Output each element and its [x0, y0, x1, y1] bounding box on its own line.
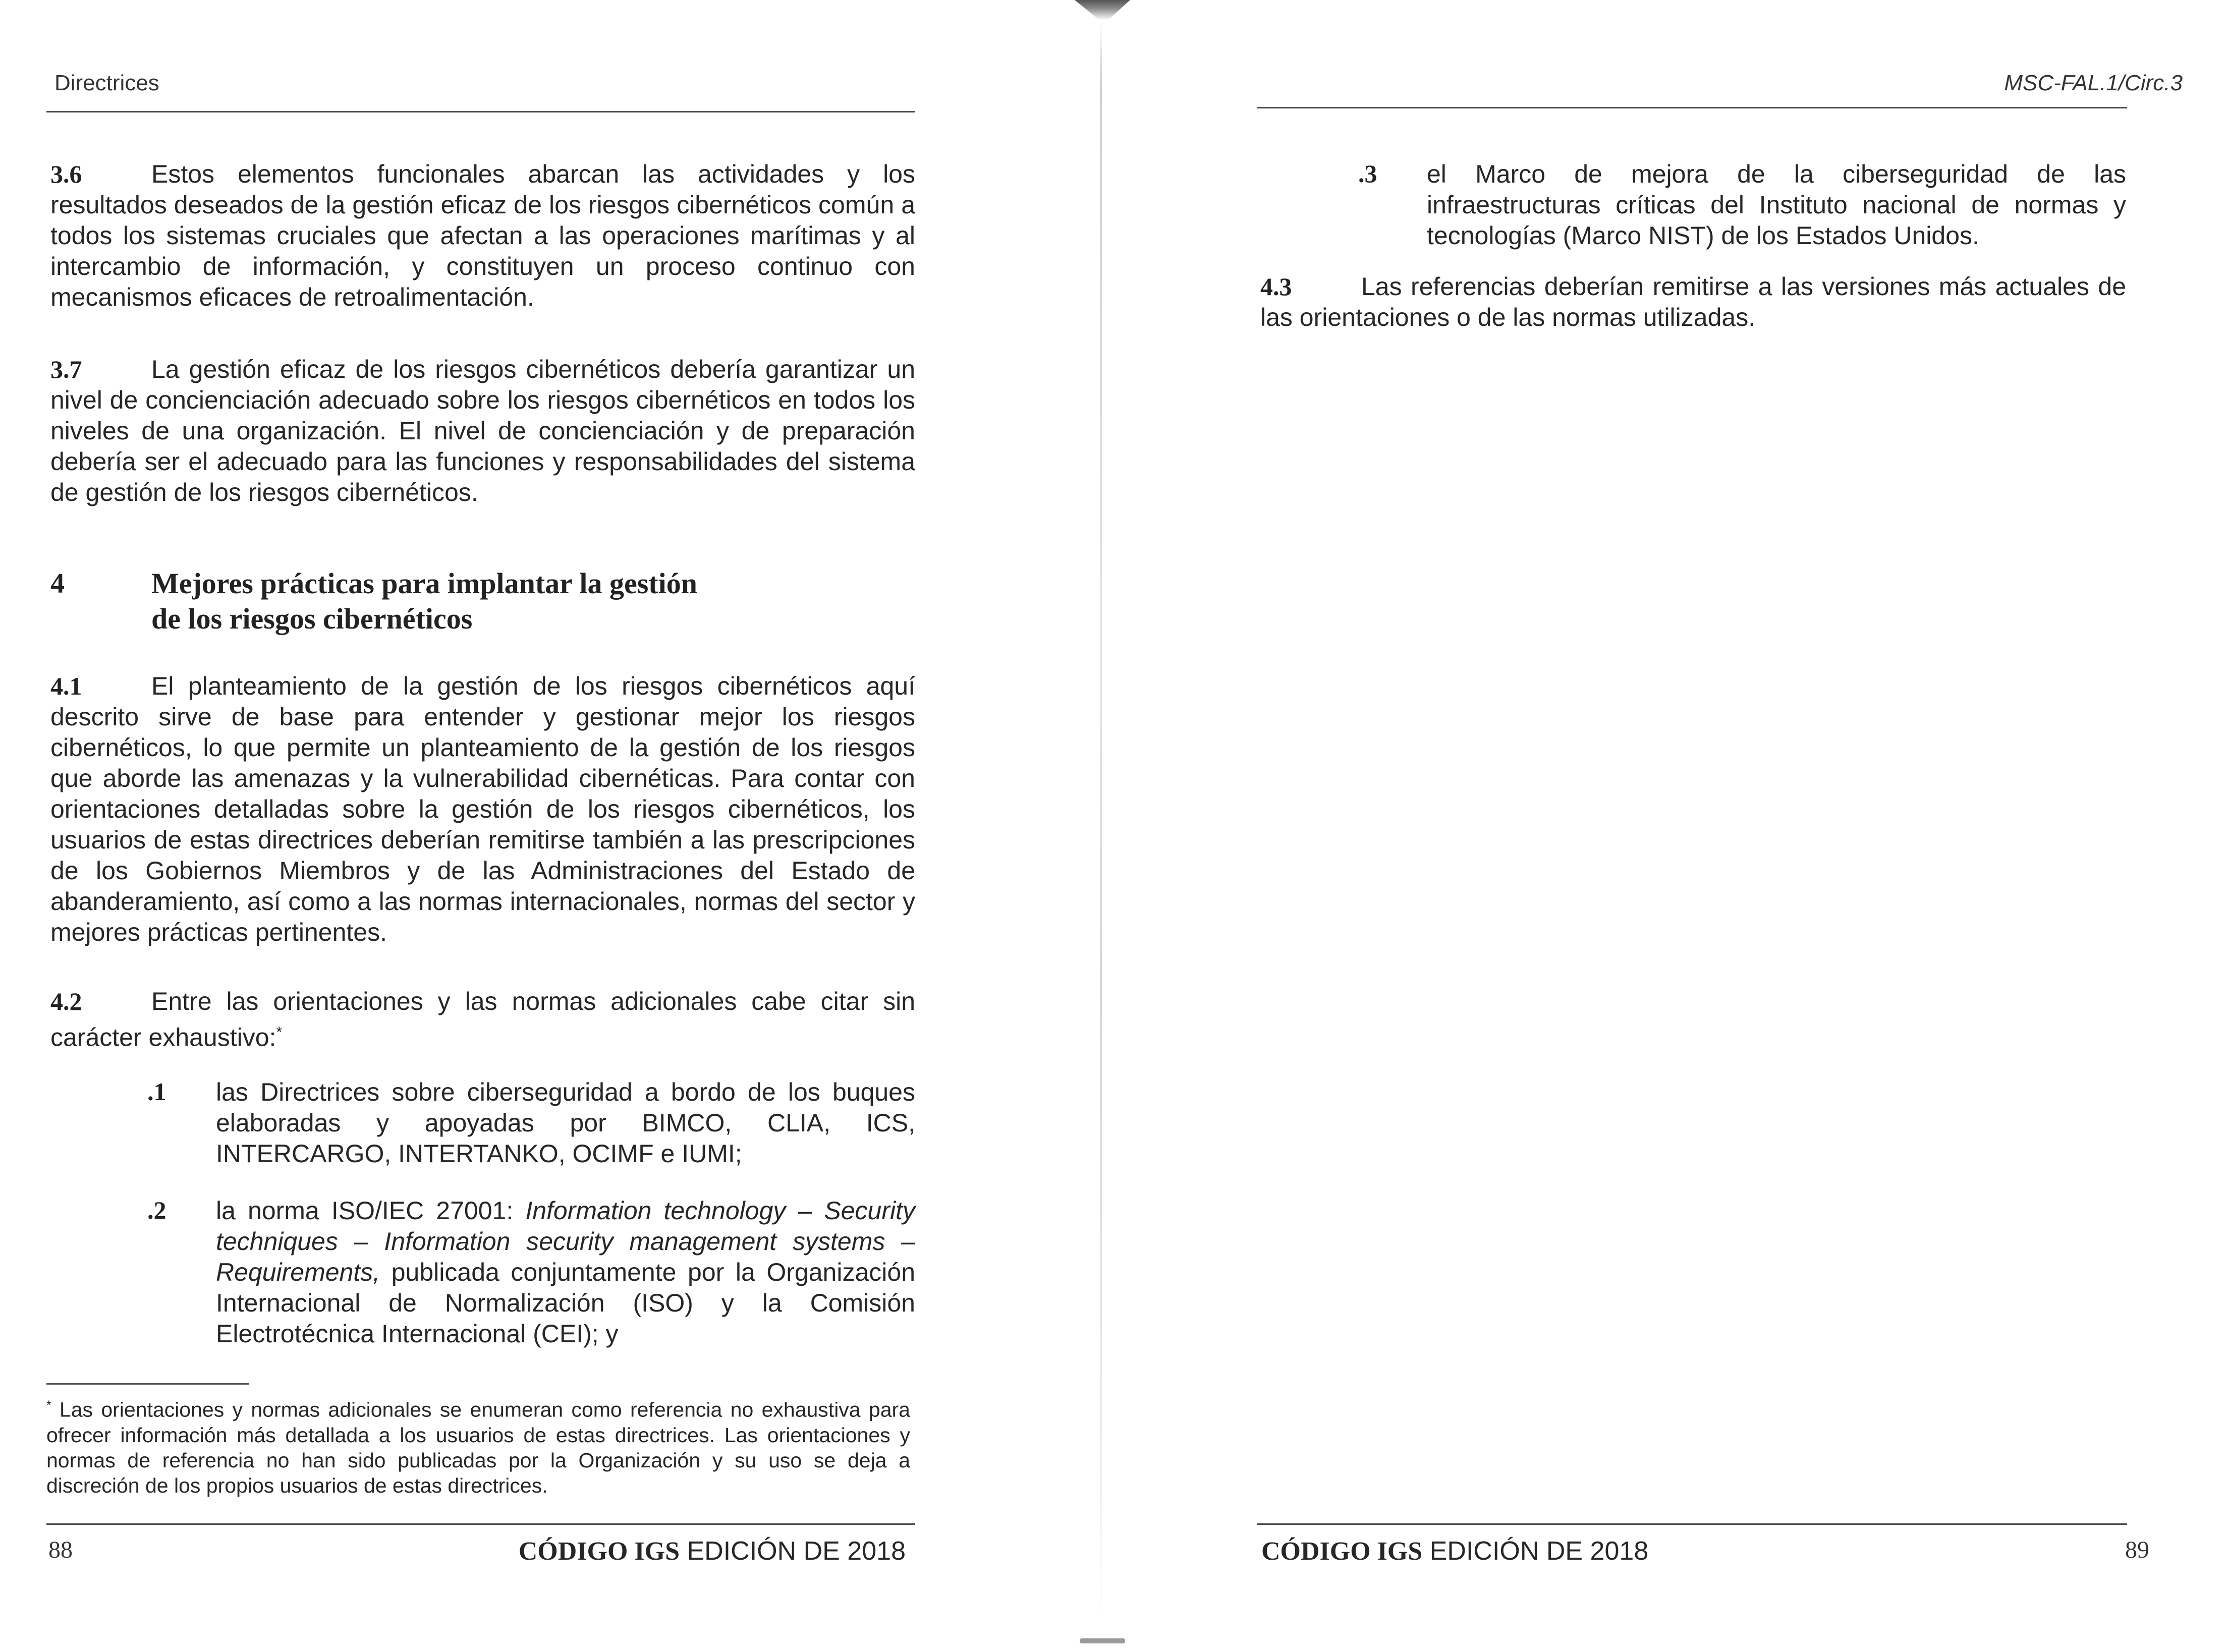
paragraph-text: Las referencias deberían remitirse a las versiones más actuales de las orientaciones o de las normas utilizadas.	[1260, 272, 2126, 331]
footnote-mark: *	[276, 1024, 283, 1041]
paragraph-4-2	[50, 986, 915, 1053]
header-rule-left	[46, 111, 915, 112]
list-item-number: .1	[147, 1077, 166, 1106]
list-item-1: las Directrices sobre ciberseguridad a bordo de los buques elaboradas y apoyadas por BIMCO, CLIA, ICS, INTERCARGO, INTERTANKO, OCIMF e IUMI;	[216, 1078, 915, 1168]
list-item-3: el Marco de mejora de la ciberseguridad de las infraestructuras críticas del Instituto nacional de normas y tecnologías (Marco NIST) de los Estados Unidos.	[1427, 160, 2126, 250]
edition-label-left	[519, 1536, 906, 1566]
footnote-rule	[46, 1383, 249, 1385]
edition-brand: CÓDIGO IGS	[1261, 1537, 1423, 1566]
paragraph-number: 4.1	[50, 672, 82, 700]
paragraph-text: El planteamiento de la gestión de los riesgos cibernéticos aquí descrito sirve de base para entender y gestionar mejor los riesgos cibernéticos, lo que permite un planteamiento de la gestión de los riesgos que aborde las amenazas y la vulnerabilidad cibernéticas. Para contar con orientaciones detalladas sobre la gestión de los riesgos cibernéticos, los usuarios de estas directrices deberían remitirse también a las prescripciones de los Gobiernos Miembros y de las Administraciones del Estado de abanderamiento, así como a las normas internacionales, normas del sector y mejores prácticas pertinentes.	[50, 672, 915, 946]
page-number-left: 88	[48, 1536, 73, 1563]
paragraph-3-6	[50, 159, 915, 313]
edition-brand: CÓDIGO IGS	[518, 1537, 680, 1566]
list-item-number: .2	[147, 1196, 166, 1224]
standard-title: Information technology – Security techniques – Information security management systems – Requirements,	[216, 1197, 915, 1286]
paragraph-4-1	[50, 671, 915, 948]
section-title-line-2: de los riesgos cibernéticos	[151, 602, 473, 635]
paragraph-number: 4.2	[50, 987, 82, 1015]
running-head-right: MSC-FAL.1/Circ.3	[2004, 71, 2183, 95]
paragraph-text: La gestión eficaz de los riesgos cibernéticos debería garantizar un nivel de concienciación adecuado sobre los riesgos cibernéticos en todos los niveles de una organización. El nivel de concienciación y de preparación debería ser el adecuado para las funciones y responsabilidades del sistema de gestión de los riesgos cibernéticos.	[50, 355, 915, 506]
footnote-text: Las orientaciones y normas adicionales se enumeran como referencia no exhaustiva para ofrecer información más detallada a los usuarios de estas directrices. Las orientaciones y normas de referencia no han sido publicadas por la Organización y su uso se deja a discreción de los propios usuarios de estas directrices.	[46, 1398, 910, 1497]
footer-rule-right	[1257, 1523, 2127, 1525]
list-item-text: la norma ISO/IEC 27001:	[216, 1197, 526, 1225]
paragraph-3-7	[50, 354, 915, 508]
list-item-2	[216, 1195, 915, 1349]
section-number: 4	[50, 568, 65, 599]
right-page	[1179, 0, 2228, 1652]
paragraph-text: Estos elementos funcionales abarcan las actividades y los resultados deseados de la gestión eficaz de los riesgos cibernéticos común a todos los sistemas cruciales que afectan a las operaciones marítimas y al intercambio de información, y constituyen un proceso continuo con mecanismos eficaces de retroalimentación.	[50, 160, 915, 311]
paragraph-number: 4.3	[1260, 272, 1292, 301]
page-number-right: 89	[2125, 1536, 2149, 1563]
paragraph-text: Entre las orientaciones y las normas adicionales cabe citar sin carácter exhaustivo:	[50, 987, 915, 1052]
header-rule-right	[1257, 107, 2127, 108]
section-title-line-1: Mejores prácticas para implantar la gestión	[151, 567, 697, 600]
gutter-fold-line	[1100, 20, 1102, 1624]
paragraph-4-3	[1260, 271, 2126, 333]
paragraph-number: 3.7	[50, 355, 82, 383]
book-gutter	[1085, 0, 1125, 1652]
gutter-shadow-top	[1075, 0, 1130, 20]
edition-text: EDICIÓN DE 2018	[680, 1536, 906, 1566]
footnote	[46, 1393, 910, 1498]
paragraph-number: 3.6	[50, 160, 82, 188]
list-item-text: publicada conjuntamente por la Organización Internacional de Normalización (ISO) y la Comisión Electrotécnica Internacional (CEI); y	[216, 1258, 915, 1348]
left-page	[0, 0, 1049, 1652]
section-title	[151, 566, 807, 637]
footnote-mark: *	[46, 1399, 51, 1412]
edition-text: EDICIÓN DE 2018	[1422, 1536, 1649, 1566]
list-item-number: .3	[1358, 159, 1377, 188]
footer-rule-left	[46, 1523, 915, 1525]
edition-label-right	[1261, 1536, 1648, 1566]
running-head-left: Directrices	[54, 71, 159, 95]
gutter-shadow-bottom	[1080, 1638, 1125, 1643]
